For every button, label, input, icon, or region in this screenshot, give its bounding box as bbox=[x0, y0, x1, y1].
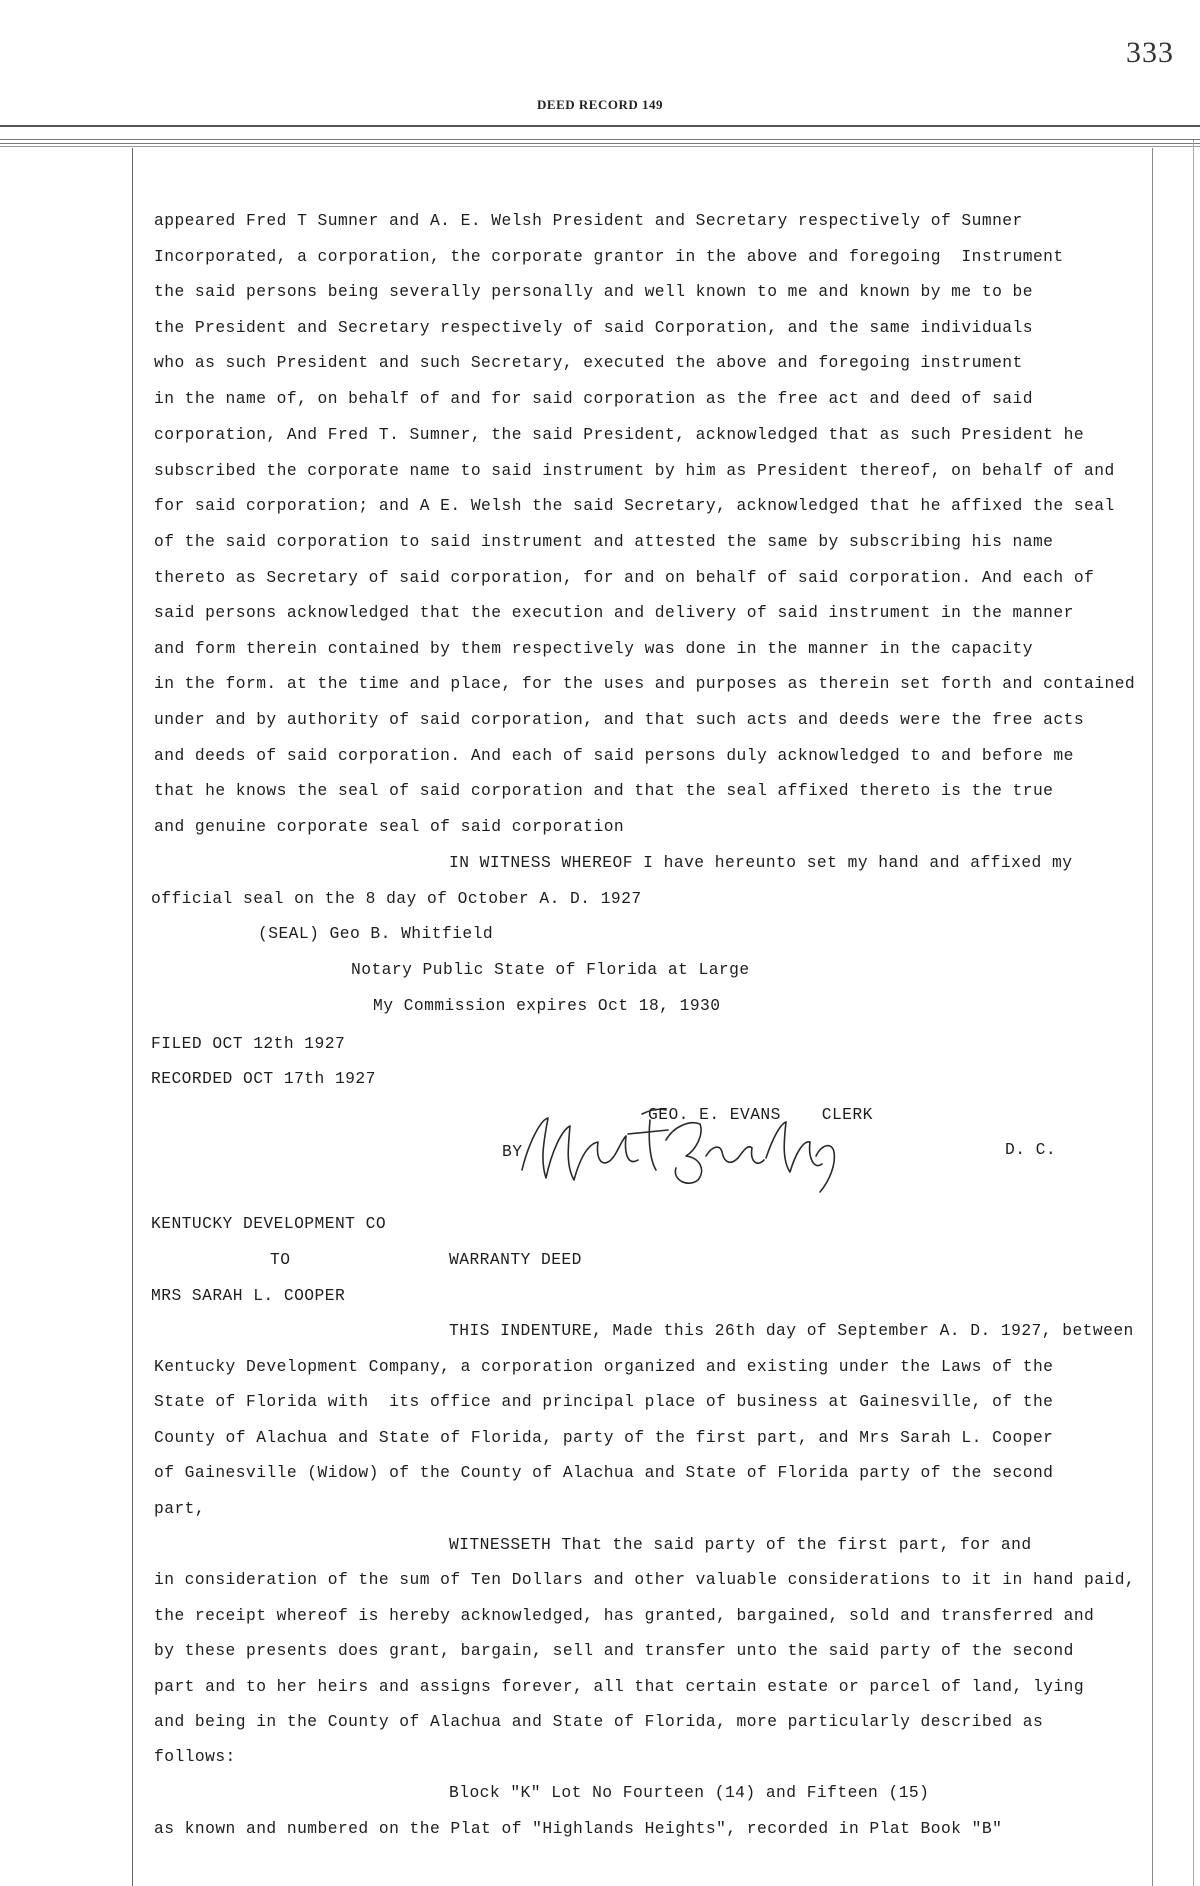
text-line: WITNESSETH That the said party of the first part, for and bbox=[449, 1535, 1032, 1554]
deed-type: WARRANTY DEED bbox=[449, 1250, 582, 1269]
notary-commission: My Commission expires Oct 18, 1930 bbox=[373, 996, 721, 1015]
filed-date: FILED OCT 12th 1927 bbox=[151, 1034, 346, 1053]
ledger-edge-line bbox=[1193, 140, 1194, 1886]
recorded-date: RECORDED OCT 17th 1927 bbox=[151, 1069, 376, 1088]
text-line: part and to her heirs and assigns forever, all that certain estate or parcel of land, lying bbox=[154, 1677, 1085, 1696]
text-line: in consideration of the sum of Ten Dollars and other valuable considerations to it in hand paid, bbox=[154, 1570, 1136, 1589]
by-label: BY bbox=[502, 1142, 523, 1161]
text-line: Kentucky Development Company, a corporation organized and existing under the Laws of the bbox=[154, 1357, 1054, 1376]
text-line: for said corporation; and A E. Welsh the said Secretary, acknowledged that he affixed the seal bbox=[154, 496, 1115, 515]
header-rule bbox=[0, 139, 1200, 140]
header-rule bbox=[0, 125, 1200, 127]
handwritten-signature bbox=[500, 1100, 860, 1200]
grantee-name: MRS SARAH L. COOPER bbox=[151, 1286, 346, 1305]
deputy-clerk-label: D. C. bbox=[1005, 1140, 1057, 1159]
left-margin-line bbox=[132, 148, 133, 1886]
text-line: follows: bbox=[154, 1747, 236, 1766]
text-line: the President and Secretary respectively of said Corporation, and the same individuals bbox=[154, 318, 1033, 337]
text-line: said persons acknowledged that the execution and delivery of said instrument in the manner bbox=[154, 603, 1074, 622]
notary-seal-signature: (SEAL) Geo B. Whitfield bbox=[258, 924, 494, 943]
notary-title: Notary Public State of Florida at Large bbox=[351, 960, 750, 979]
text-line: County of Alachua and State of Florida, party of the first part, and Mrs Sarah L. Cooper bbox=[154, 1428, 1054, 1447]
header-rule bbox=[0, 146, 1200, 147]
text-line: in the name of, on behalf of and for said corporation as the free act and deed of said bbox=[154, 389, 1033, 408]
text-line: State of Florida with its office and principal place of business at Gainesville, of the bbox=[154, 1392, 1054, 1411]
text-line: by these presents does grant, bargain, sell and transfer unto the said party of the second bbox=[154, 1641, 1074, 1660]
text-line: corporation, And Fred T. Sumner, the said President, acknowledged that as such President he bbox=[154, 425, 1085, 444]
grantor-name: KENTUCKY DEVELOPMENT CO bbox=[151, 1214, 387, 1233]
text-line: in the form. at the time and place, for the uses and purposes as therein set forth and contained bbox=[154, 674, 1136, 693]
property-plat: as known and numbered on the Plat of "Highlands Heights", recorded in Plat Book "B" bbox=[154, 1819, 1003, 1838]
text-line: and deeds of said corporation. And each of said persons duly acknowledged to and before me bbox=[154, 746, 1074, 765]
text-line: part, bbox=[154, 1499, 206, 1518]
text-line: Incorporated, a corporation, the corporate grantor in the above and foregoing Instrument bbox=[154, 247, 1064, 266]
text-line: the receipt whereof is hereby acknowledged, has granted, bargained, sold and transferred and bbox=[154, 1606, 1095, 1625]
witness-line: IN WITNESS WHEREOF I have hereunto set my hand and affixed my bbox=[449, 853, 1073, 872]
running-header: DEED RECORD 149 bbox=[537, 97, 663, 112]
text-line: of Gainesville (Widow) of the County of Alachua and State of Florida party of the second bbox=[154, 1463, 1054, 1482]
header-rule bbox=[0, 143, 1200, 144]
text-line: that he knows the seal of said corporation and that the seal affixed thereto is the true bbox=[154, 781, 1054, 800]
text-line: and genuine corporate seal of said corporation bbox=[154, 817, 625, 836]
text-line: under and by authority of said corporation, and that such acts and deeds were the free acts bbox=[154, 710, 1085, 729]
text-line: appeared Fred T Sumner and A. E. Welsh President and Secretary respectively of Sumner bbox=[154, 211, 1023, 230]
text-line: thereto as Secretary of said corporation, for and on behalf of said corporation. And each of bbox=[154, 568, 1095, 587]
text-line: of the said corporation to said instrument and attested the same by subscribing his name bbox=[154, 532, 1054, 551]
property-block-lot: Block "K" Lot No Fourteen (14) and Fifteen (15) bbox=[449, 1783, 930, 1802]
text-line: THIS INDENTURE, Made this 26th day of September A. D. 1927, between bbox=[449, 1321, 1134, 1340]
to-label: TO bbox=[270, 1250, 291, 1269]
text-line: the said persons being severally personally and well known to me and known by me to be bbox=[154, 282, 1033, 301]
right-margin-line bbox=[1152, 148, 1153, 1886]
text-line: and being in the County of Alachua and State of Florida, more particularly described as bbox=[154, 1712, 1044, 1731]
text-line: who as such President and such Secretary, executed the above and foregoing instrument bbox=[154, 353, 1023, 372]
text-line: and form therein contained by them respectively was done in the manner in the capacity bbox=[154, 639, 1033, 658]
witness-date-line: official seal on the 8 day of October A. D. 1927 bbox=[151, 889, 642, 908]
text-line: subscribed the corporate name to said instrument by him as President thereof, on behalf of and bbox=[154, 461, 1115, 480]
clerk-name: GEO. E. EVANS CLERK bbox=[648, 1105, 873, 1124]
page-number: 333 bbox=[1126, 36, 1174, 69]
